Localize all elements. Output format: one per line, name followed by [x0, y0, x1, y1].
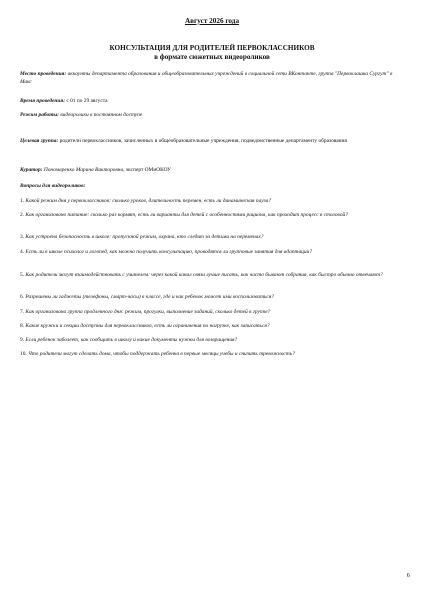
question-number: 10.	[20, 351, 27, 357]
question-text: Как организовано питание: сколько раз кормят, есть ли варианты для детей с особенностями рациона, как проходит процесс в столовой?	[25, 212, 348, 218]
time-paragraph	[20, 97, 404, 105]
curator-name: Пономаренко Марина Викторовна	[43, 167, 124, 173]
mode-paragraph	[20, 111, 404, 119]
question-text: Разрешены ли гаджеты (телефоны, смарт-часы) в классе, где и как ребенок может ими воспользоваться?	[25, 294, 275, 300]
venue-label: Место проведения:	[20, 71, 67, 77]
question-text: Есть ли в школе психолог и логопед, как можно получить консультацию, проводятся ли групповые занятия для адаптации?	[25, 249, 312, 255]
question-number: 3.	[20, 234, 25, 240]
title-line-2: в формате сюжетных видеороликов	[154, 53, 270, 61]
audience-value: родители первоклассников, зачисленных в общеобразовательные учреждения, подведомственные департаменту образования	[59, 138, 347, 144]
question-item	[20, 234, 404, 242]
curator-label: Куратор:	[20, 167, 43, 173]
question-item	[20, 198, 404, 206]
question-text: Какие кружки и секции доступны для первоклассников, есть ли ограничения по нагрузке, как записаться?	[25, 323, 270, 329]
audience-paragraph	[20, 137, 404, 145]
question-text: Как организована группа продленного дня: режим, прогулки, выполнение заданий, сколько детей в группе?	[25, 309, 271, 315]
question-item	[20, 323, 404, 331]
venue-paragraph	[20, 70, 404, 86]
title-line-1: КОНСУЛЬТАЦИЯ ДЛЯ РОДИТЕЛЕЙ ПЕРВОКЛАССНИКОВ	[109, 44, 315, 52]
document-title	[0, 44, 424, 62]
question-number: 2.	[20, 212, 25, 218]
mode-label: Режим работы:	[20, 112, 59, 118]
question-text: Как устроена безопасность в школе: пропускной режим, охрана, кто следит за детьми на переменах?	[25, 234, 264, 240]
time-value: с 01 по 29 августа	[66, 98, 108, 104]
question-text: Что родители могут сделать дома, чтобы поддержать ребенка в первые месяцы учебы и снизить тревожность?	[28, 351, 295, 357]
question-number: 5.	[20, 272, 25, 278]
mode-value: видеоролики в постоянном доступе	[60, 112, 143, 118]
time-label: Время проведения:	[20, 98, 65, 104]
question-number: 7.	[20, 309, 25, 315]
question-number: 9.	[20, 337, 25, 343]
question-number: 8.	[20, 323, 25, 329]
audience-label: Целевая группа:	[20, 138, 59, 144]
question-number: 1.	[20, 198, 25, 204]
page-number: 6	[406, 572, 410, 579]
curator-role: , эксперт ОМиОКОУ	[123, 167, 171, 173]
question-item	[20, 212, 404, 220]
question-item	[20, 294, 404, 302]
question-text: Как родители могут взаимодействовать с учителем: через какой канал связи лучше писать, как часто бывают собрания, как быстро обычно отвечают?	[25, 272, 383, 278]
question-item	[20, 351, 404, 359]
document-date: Август 2026 года	[184, 17, 240, 25]
question-number: 6.	[20, 294, 25, 300]
question-number: 4.	[20, 249, 25, 255]
question-item	[20, 272, 404, 280]
questions-heading: Вопросы для видеороликов:	[20, 183, 86, 189]
question-item	[20, 337, 404, 345]
question-text: Если ребенок заболеет, как сообщить в школу и какие документы нужны для возвращения?	[25, 337, 238, 343]
question-item	[20, 309, 404, 317]
question-text: Какой режим дня у первоклассников: сколько уроков, длительность перемен, есть ли динамическая пауза?	[25, 198, 272, 204]
curator-paragraph	[20, 166, 404, 174]
question-item	[20, 249, 404, 257]
venue-value: аккаунты департамента образования и общеобразовательных учреждений в социальной сети ВКонтакте, группа "Первоклашка Сургут" в Макс	[20, 71, 393, 85]
